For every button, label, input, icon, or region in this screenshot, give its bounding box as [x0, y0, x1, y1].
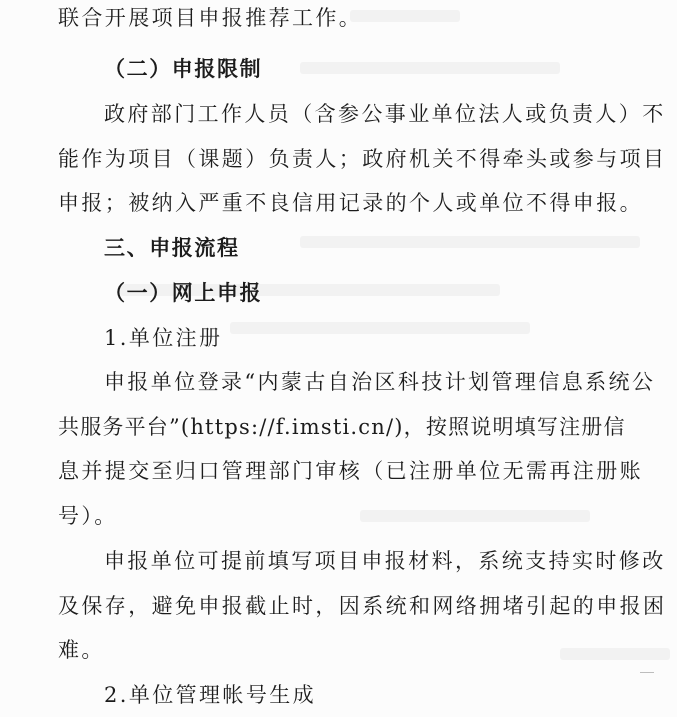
- section-heading-application-restrictions: （二）申报限制: [104, 57, 263, 81]
- step-heading-unit-registration: 1.单位注册: [104, 326, 223, 350]
- text-line-10: 共服务平台”(https://f.imsti.cn/)，按照说明填写注册信: [58, 415, 626, 439]
- scan-bleed-through: [300, 62, 560, 74]
- step-heading-account-generation: 2.单位管理帐号生成: [104, 683, 317, 707]
- scan-bleed-through: [230, 322, 530, 334]
- text-line-1: 联合开展项目申报推荐工作。: [58, 6, 363, 30]
- text-line-5: 申报；被纳入严重不良信用记录的个人或单位不得申报。: [58, 191, 643, 215]
- scan-bleed-through: [560, 648, 670, 660]
- text-line-3: 政府部门工作人员（含参公事业单位法人或负责人）不: [104, 102, 666, 126]
- text-line-11: 息并提交至归口管理部门审核（已注册单位无需再注册账: [58, 459, 643, 483]
- page-edge-mark: [640, 672, 654, 673]
- section-heading-application-process: 三、申报流程: [104, 236, 240, 260]
- scan-bleed-through: [360, 510, 590, 522]
- scan-bleed-through: [350, 10, 460, 22]
- section-heading-online-application: （一）网上申报: [104, 281, 263, 305]
- text-line-9: 申报单位登录“内蒙古自治区科技计划管理信息系统公: [104, 370, 656, 394]
- text-line-12: 号）。: [58, 504, 118, 528]
- text-line-4: 能作为项目（课题）负责人；政府机关不得牵头或参与项目: [58, 147, 667, 171]
- text-line-14: 及保存，避免申报截止时，因系统和网络拥堵引起的申报困: [58, 594, 667, 618]
- text-line-13: 申报单位可提前填写项目申报材料，系统支持实时修改: [104, 549, 666, 573]
- scan-bleed-through: [300, 236, 640, 248]
- text-line-15: 难。: [58, 638, 105, 662]
